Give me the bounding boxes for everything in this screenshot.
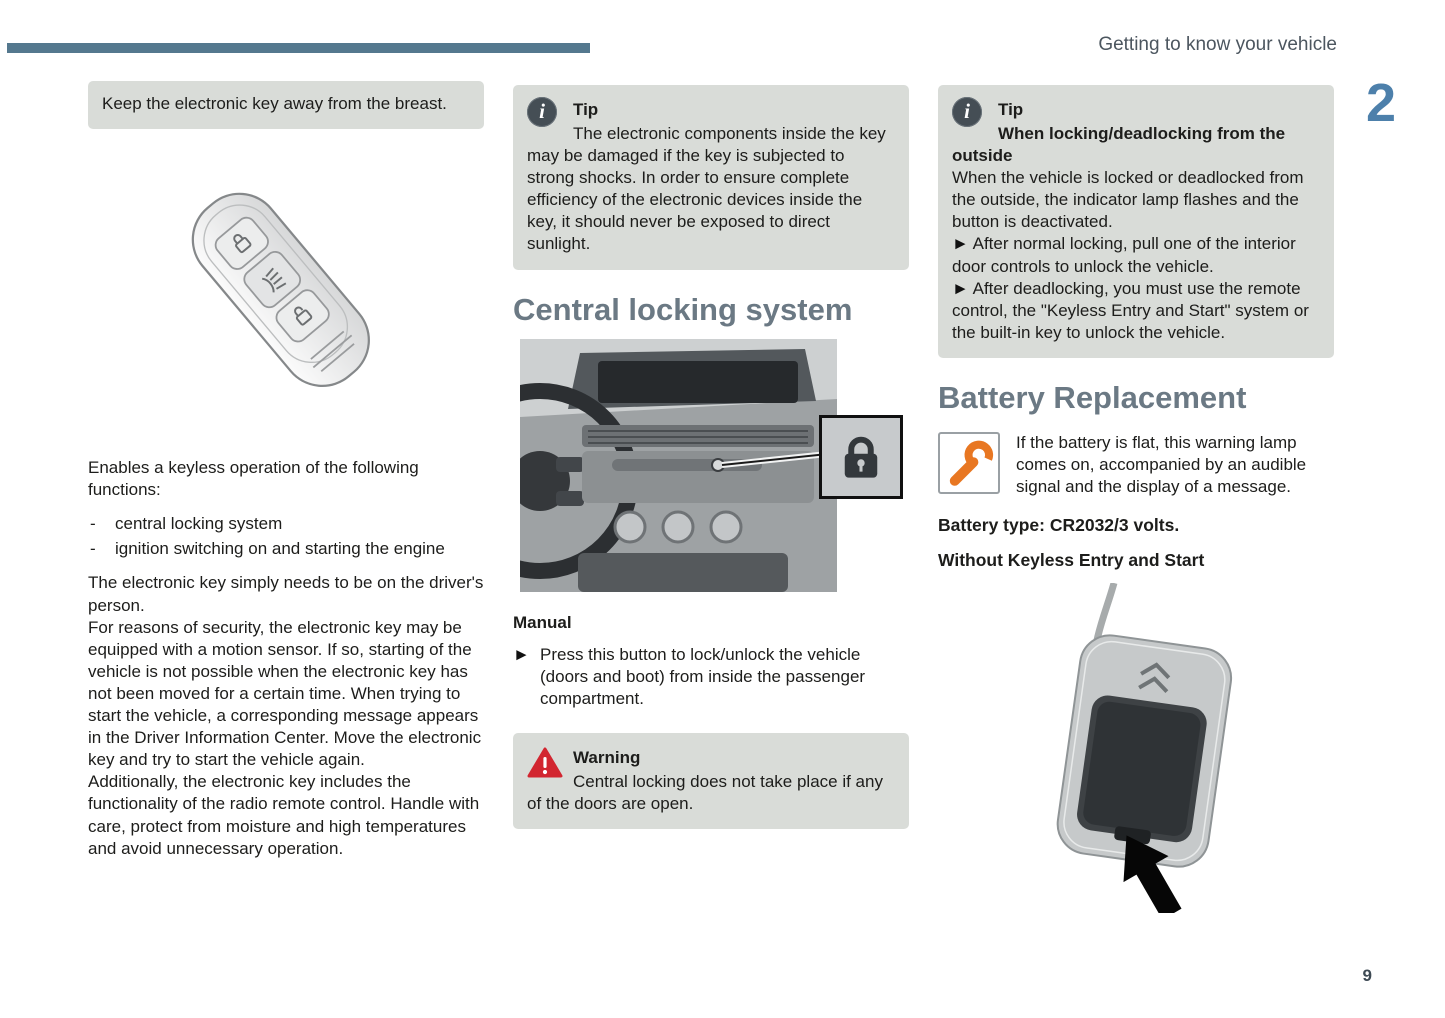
running-header: Getting to know your vehicle bbox=[1098, 34, 1337, 55]
tip-title: Tip bbox=[998, 100, 1024, 119]
section-heading-central-locking: Central locking system bbox=[513, 291, 853, 327]
electronic-key-image bbox=[88, 171, 484, 421]
info-icon bbox=[527, 97, 573, 143]
instruction-text: Press this button to lock/unlock the vehicle (doors and boot) from inside the passenger compartment. bbox=[540, 645, 866, 709]
warning-triangle-icon bbox=[527, 747, 563, 779]
tip-step-text: After normal locking, pull one of the interior door controls to unlock the vehicle. bbox=[952, 234, 1296, 276]
note-text: Keep the electronic key away from the breast. bbox=[102, 94, 447, 113]
without-keyless-label: Without Keyless Entry and Start bbox=[938, 549, 1205, 570]
intro-text: Enables a keyless operation of the following functions: bbox=[88, 458, 419, 500]
dashboard-figure bbox=[513, 339, 909, 592]
dash-bullet: - bbox=[90, 514, 96, 534]
warning-icon bbox=[527, 745, 573, 791]
battery-warning-row bbox=[938, 432, 1334, 498]
dashboard-photo bbox=[520, 339, 837, 592]
wrench-icon bbox=[944, 438, 994, 488]
tip-step bbox=[952, 278, 1320, 344]
list-item bbox=[88, 538, 484, 560]
electronic-key-illustration bbox=[146, 171, 426, 421]
column-center bbox=[513, 85, 909, 829]
tip-box-shocks bbox=[513, 85, 909, 270]
warning-title: Warning bbox=[573, 747, 641, 767]
key-back-illustration bbox=[938, 583, 1334, 913]
warning-body: Central locking does not take place if any of the doors are open. bbox=[527, 771, 883, 813]
body-paragraph: For reasons of security, the electronic key may be equipped with a motion sensor. If so, starting of the vehicle is not possible when the electronic key has not been moved for a certain time. When trying to start the vehicle, a corresponding message appears in the Driver Information Center. Move the electronic key and try to start the vehicle again. bbox=[88, 617, 482, 770]
key-back-image bbox=[938, 583, 1334, 913]
arrow-bullet-icon: ► bbox=[952, 234, 969, 254]
tip-body: The electronic components inside the key may be damaged if the key is subjected to strong shocks. In order to ensure complete efficiency of the electronic devices inside the key, it should never be exposed to direct sunlight. bbox=[527, 124, 886, 254]
info-icon bbox=[952, 97, 998, 143]
list-item-text: ignition switching on and starting the engine bbox=[115, 539, 445, 559]
info-glyph: i bbox=[964, 99, 970, 123]
tip-step-text: After deadlocking, you must use the remote control, the "Keyless Entry and Start" system or the built-in key to unlock the vehicle. bbox=[952, 278, 1309, 342]
body-paragraph: The electronic key simply needs to be on the driver's person. bbox=[88, 573, 484, 615]
dash-bullet: - bbox=[90, 539, 96, 559]
list-item bbox=[88, 513, 484, 535]
page-number: 9 bbox=[1362, 966, 1372, 985]
note-box bbox=[88, 81, 484, 129]
chapter-number: 2 bbox=[1366, 73, 1397, 133]
section-heading-battery: Battery Replacement bbox=[938, 379, 1247, 415]
arrow-bullet-icon: ► bbox=[513, 645, 530, 665]
service-warning-lamp bbox=[938, 432, 1000, 494]
lock-button-callout bbox=[819, 415, 903, 499]
battery-type: Battery type: CR2032/3 volts. bbox=[938, 514, 1180, 535]
warning-box bbox=[513, 733, 909, 829]
functions-list bbox=[88, 513, 484, 560]
column-left bbox=[88, 81, 484, 860]
tip-body: When the vehicle is locked or deadlocked from the outside, the indicator lamp flashes and the button is deactivated. bbox=[952, 168, 1304, 232]
instruction bbox=[513, 644, 909, 710]
manual-label: Manual bbox=[513, 613, 572, 633]
padlock-icon bbox=[835, 431, 887, 483]
column-right bbox=[938, 85, 1334, 913]
body-paragraph: Additionally, the electronic key includes the functionality of the radio remote control. Handle with care, protect from moisture and high temperatures and avoid unnecessary operation. bbox=[88, 772, 480, 858]
tip-step bbox=[952, 233, 1320, 277]
tip-box-locking bbox=[938, 85, 1334, 358]
tip-subtitle: When locking/deadlocking from the outside bbox=[952, 124, 1286, 166]
battery-note: If the battery is flat, this warning lamp comes on, accompanied by an audible signal and the display of a message. bbox=[1016, 432, 1307, 496]
accent-bar bbox=[7, 43, 590, 53]
info-glyph: i bbox=[539, 99, 545, 123]
list-item-text: central locking system bbox=[115, 514, 283, 534]
tip-title: Tip bbox=[573, 100, 599, 119]
arrow-bullet-icon: ► bbox=[952, 278, 969, 298]
